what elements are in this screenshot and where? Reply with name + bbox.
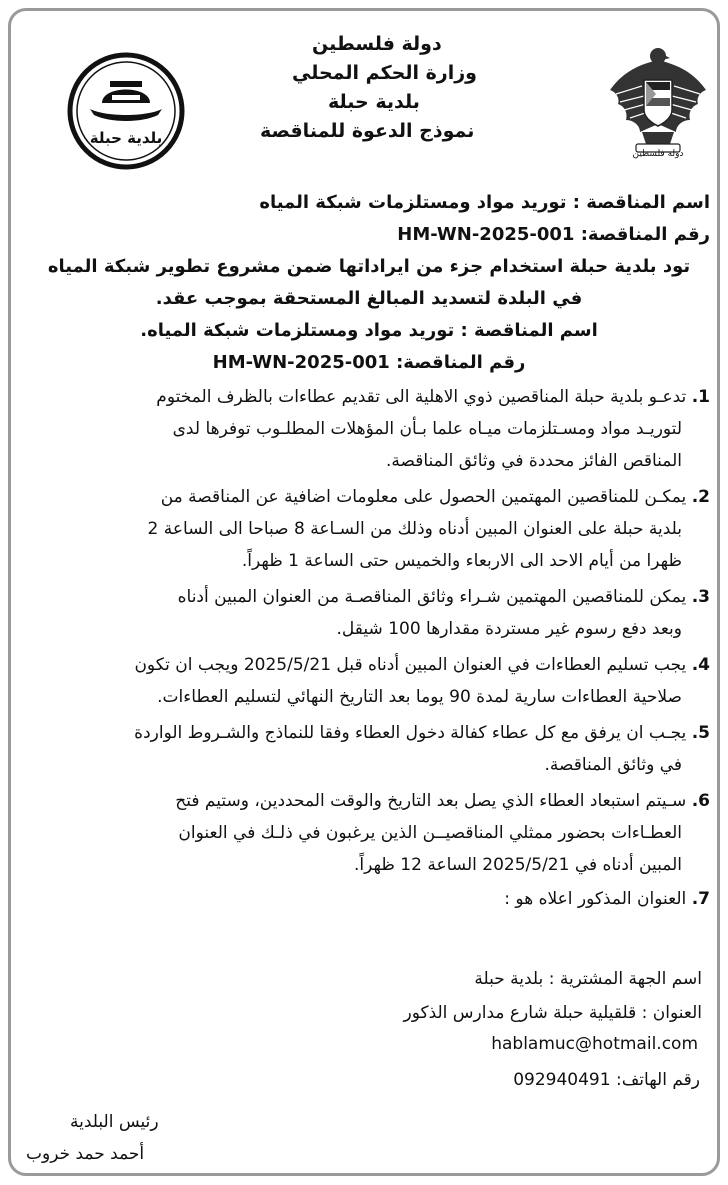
contact-buyer: اسم الجهة المشترية : بلدية حبلة: [474, 969, 702, 989]
signer-name: أحمد حمد خروب: [26, 1144, 145, 1164]
clause-line: تدعـو بلدية حبلة المناقصين ذوي الاهلية الى تقديم عطاءات بالظرف المختوم: [156, 387, 687, 407]
clause-line: يجب تسليم العطاءات في العنوان المبين أدناه قبل 2025/5/21 ويجب ان تكون: [134, 655, 687, 675]
clause-5: [28, 717, 710, 781]
municipality-seal: [66, 51, 186, 171]
clause-line: لتوريـد مواد ومسـتلزمات ميـاه علما بـأن المؤهلات المطلـوب توفرها لدى: [172, 419, 682, 439]
header-block: [200, 30, 580, 146]
clause-1: [28, 381, 710, 477]
emblem-caption: دولة فلسطين: [632, 149, 684, 159]
palestine-eagle-emblem-icon: [602, 40, 714, 162]
seal-text: بلدية حبلة: [89, 129, 163, 147]
clause-line: وبعد دفع رسوم غير مستردة مقدارها 100 شيقل.: [336, 619, 682, 639]
clause-line: سـيتم استبعاد العطاء الذي يصل بعد التاريخ والوقت المحددين، وستيم فتح: [175, 791, 687, 811]
clause-line: العطـاءات بحضور ممثلي المناقصيــن الذين يرغبون في ذلـك في العنوان: [178, 823, 682, 843]
clause-line: يمكن للمناقصين المهتمين شـراء وثائق المناقصـة من العنوان المبين أدناه: [177, 587, 687, 607]
clause-number: 3.: [691, 587, 710, 607]
clause-line: العنوان المذكور اعلاه هو :: [504, 889, 687, 909]
phone-number: 092940491: [513, 1070, 611, 1090]
clause-line: صلاحية العطاءات سارية لمدة 90 يوما بعد التاريخ النهائي لتسليم العطاءات.: [157, 687, 682, 707]
tender-number-row: [28, 219, 710, 251]
tender-name: اسم المناقصة : توريد مواد ومستلزمات شبكة المياه: [259, 192, 710, 213]
tender-number: HM-WN-2025-001: [397, 224, 575, 245]
clause-line: يمكـن للمناقصين المهتمين الحصول على معلومات اضافية عن المناقصة من: [160, 487, 687, 507]
phone-label: رقم الهاتف:: [615, 1070, 700, 1090]
clause-line: يجـب ان يرفق مع كل عطاء كفالة دخول العطاء وفقا للنماذج والشـروط الواردة: [134, 723, 687, 743]
contact-email[interactable]: hablamuc@hotmail.com: [491, 1034, 698, 1054]
clause-line: المبين أدناه في 2025/5/21 الساعة 12 ظهراً.: [354, 855, 682, 875]
header-state: دولة فلسطين: [312, 33, 442, 55]
intro-line-2: في البلدة لتسديد المبالغ المستحقة بموجب عقد.: [155, 288, 583, 309]
clause-line: بلدية حبلة على العنوان المبين أدناه وذلك من السـاعة 8 صباحا الى الساعة 2: [147, 519, 682, 539]
signer-title: رئيس البلدية: [70, 1112, 159, 1132]
contact-phone-row: [513, 1070, 700, 1090]
clause-number: 2.: [691, 487, 710, 507]
clause-3: [28, 581, 710, 645]
notice-body: [28, 187, 710, 915]
header-form-title: نموذج الدعوة للمناقصة: [260, 120, 475, 142]
clause-number: 1.: [691, 387, 710, 407]
intro-number-label: رقم المناقصة:: [396, 352, 526, 373]
header-ministry: وزارة الحكم المحلي: [292, 62, 477, 84]
clause-line: المناقص الفائز محددة في وثائق المناقصة.: [385, 451, 682, 471]
intro-number-row: [28, 347, 710, 379]
clause-4: [28, 649, 710, 713]
clause-2: [28, 481, 710, 577]
intro-line-3: اسم المناقصة : توريد مواد ومستلزمات شبكة المياه.: [140, 320, 598, 341]
clause-6: [28, 785, 710, 881]
header-municipality: بلدية حبلة: [328, 91, 420, 113]
clause-7: [28, 883, 710, 915]
tender-number-label: رقم المناقصة:: [580, 224, 710, 245]
contact-address: العنوان : قلقيلية حبلة شارع مدارس الذكور: [403, 1003, 702, 1023]
clause-number: 5.: [691, 723, 710, 743]
clause-number: 4.: [691, 655, 710, 675]
clause-line: ظهرا من أيام الاحد الى الاربعاء والخميس حتى الساعة 1 ظهراً.: [241, 551, 682, 571]
clause-number: 6.: [691, 791, 710, 811]
intro-number: HM-WN-2025-001: [212, 352, 390, 373]
clause-line: في وثائق المناقصة.: [544, 755, 682, 775]
intro-line-1: تود بلدية حبلة استخدام جزء من ايراداتها ضمن مشروع تطوير شبكة المياه: [47, 256, 691, 277]
clause-number: 7.: [691, 889, 710, 909]
